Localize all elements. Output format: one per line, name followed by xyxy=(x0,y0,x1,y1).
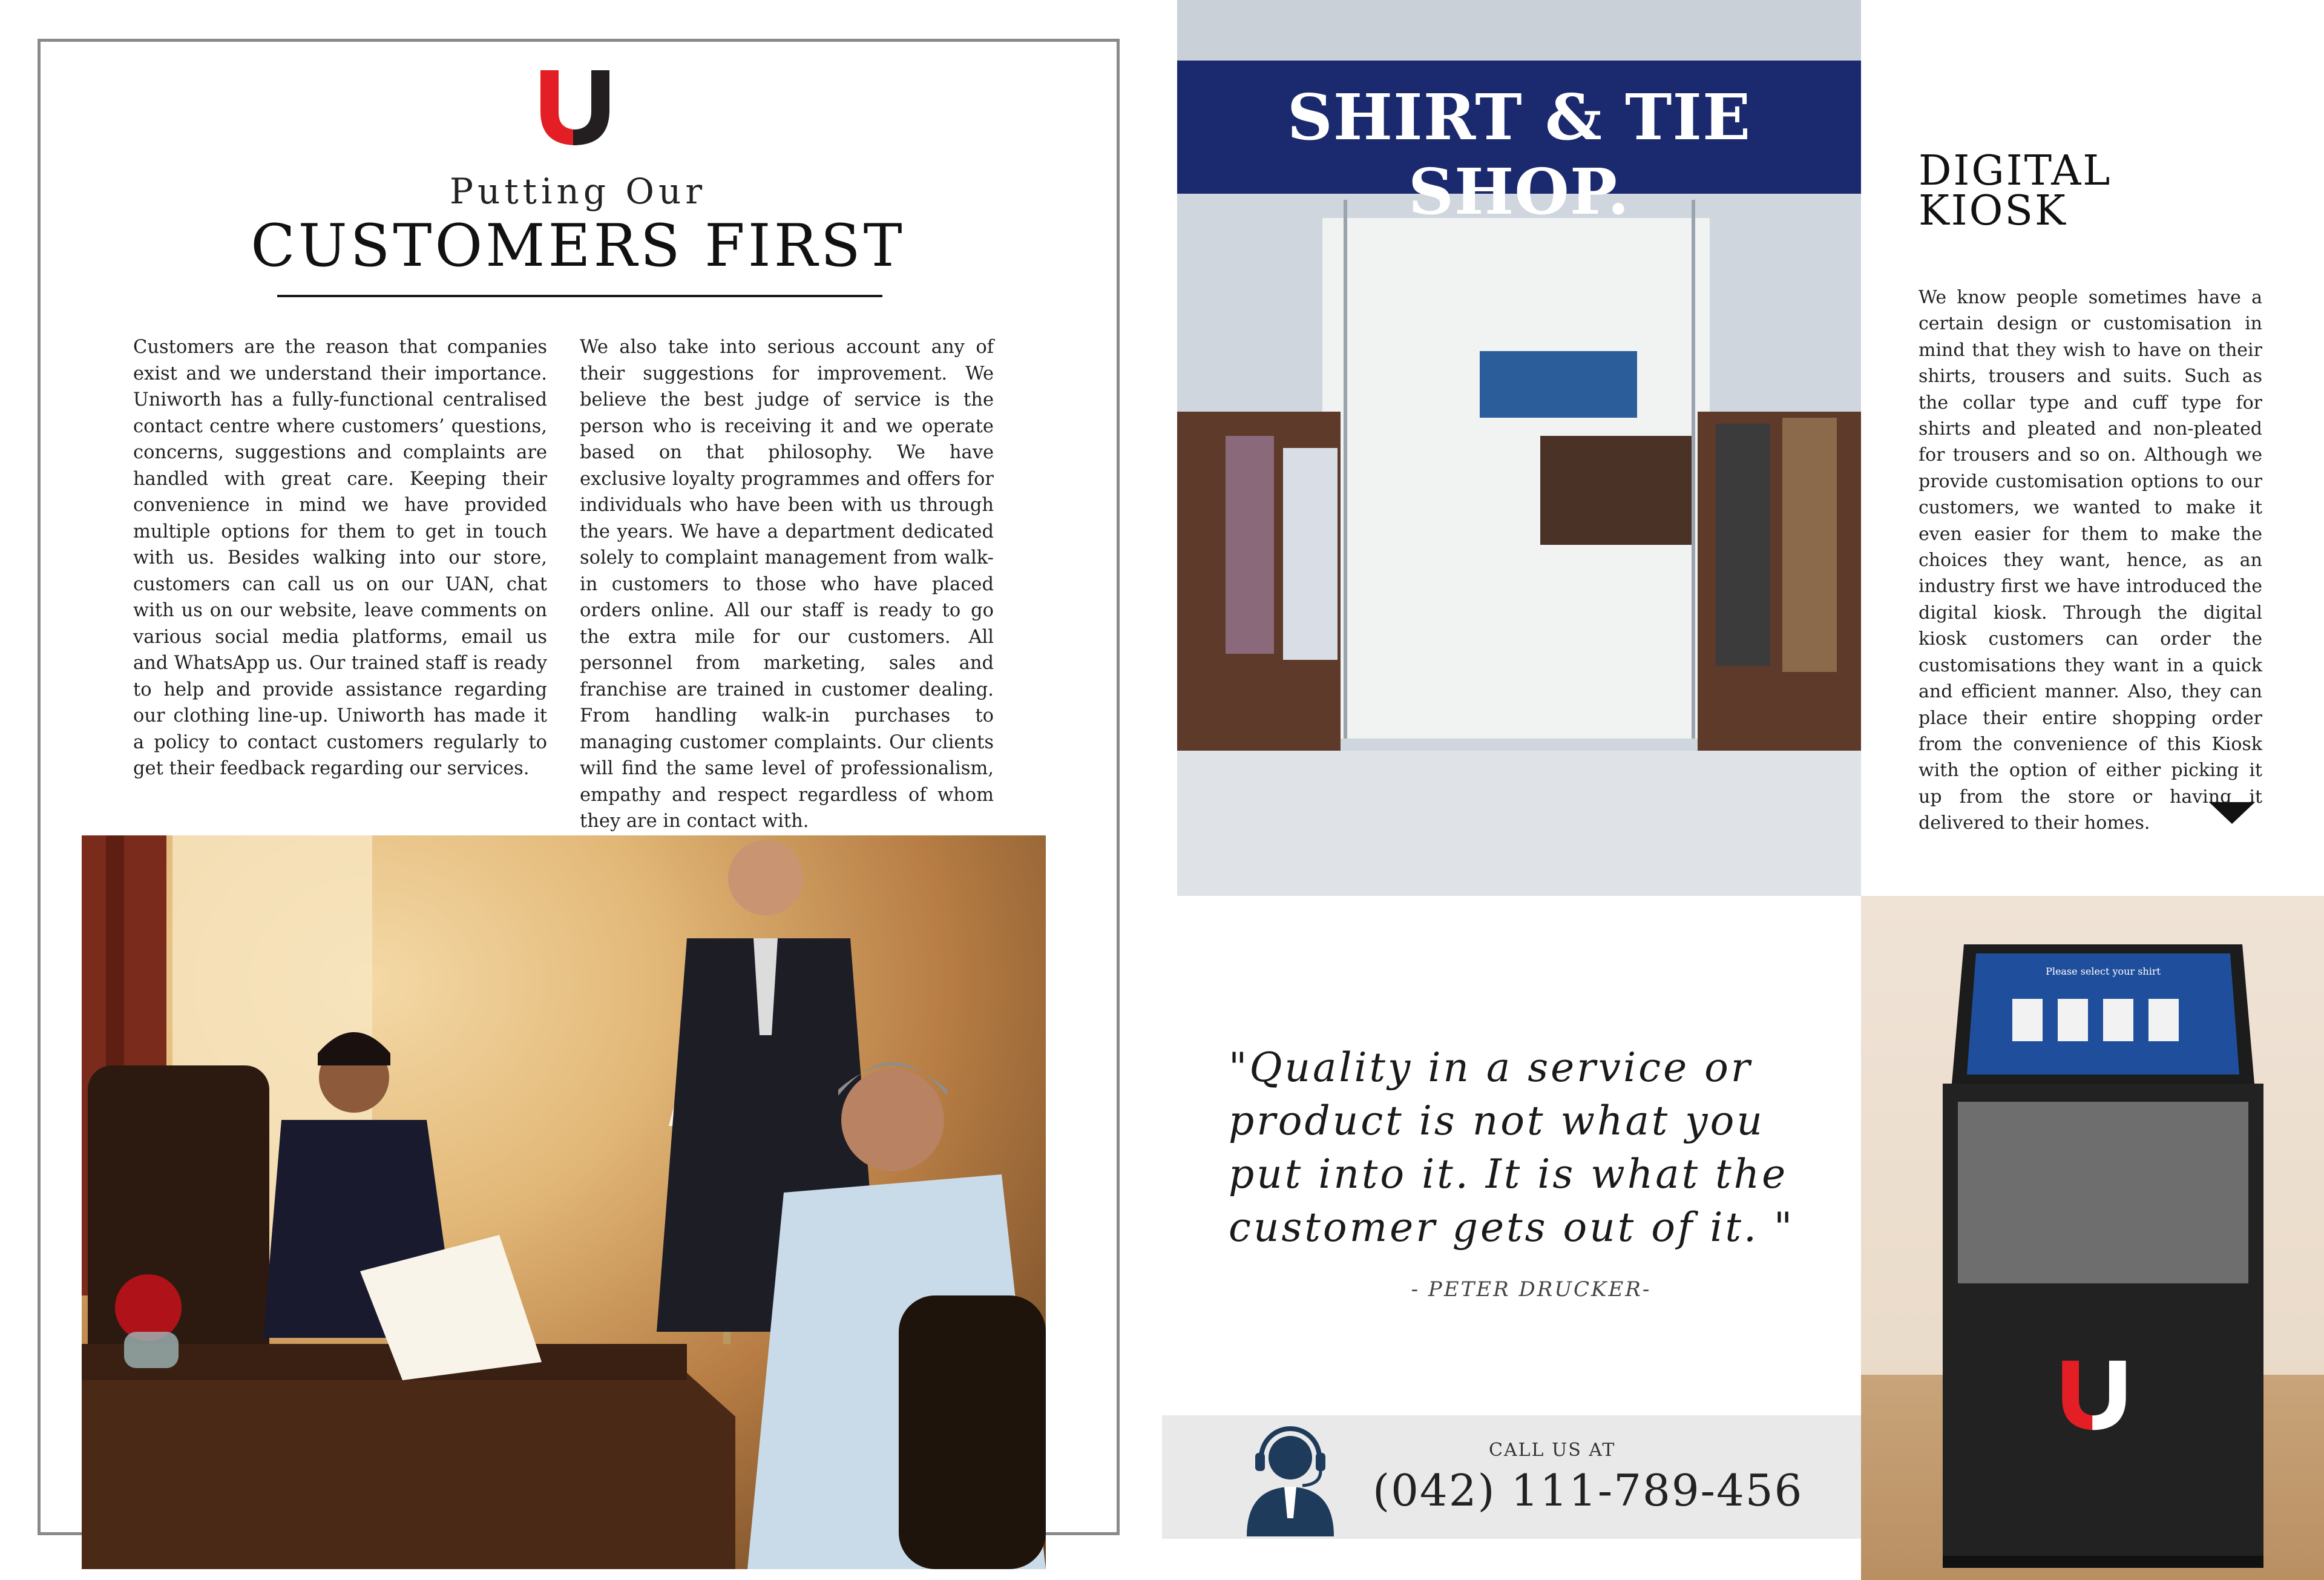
heading-subtitle: Putting Our xyxy=(449,171,707,212)
uniworth-logo-icon xyxy=(536,65,614,150)
kiosk-body-text: We know people sometimes have a certain design or customisation in mind that they wish to have on their shirts, trousers and suits. Such as the collar type and cuff type for shirts and pleated and non-pleated for trousers and so on. Although we provide customisation options to our customers, we wanted to make it even easier for them to make the choices they want, hence, as an industry first we have introduced the digital kiosk. Through the digital kiosk customers can order the customisations they want in a quick and efficient manner. Also, they can place their entire shopping order from the convenience of this Kiosk with the option of either picking it up from the store or having it delivered to their homes. xyxy=(1919,287,2262,834)
customer-service-photo xyxy=(82,835,1046,1569)
customer-service-headset-icon xyxy=(1235,1421,1347,1536)
body-column-right: We also take into serious account any of their suggestions for improvement. We believe the best judge of service is the person who is receiving it and we operate based on that philosophy. We have exclusive loyalty programmes and offers for individuals who have been with us through the years. We have a department dedicated solely to complaint management from walk-in customers to those who have placed orders online. All our staff is ready to go the extra mile for our customers. All personnel from marketing, sales and franchise are trained in customer dealing. From handling walk-in purchases to managing customer complaints. Our clients will find the same level of professionalism, empathy and respect regardless of whom they are in contact with. xyxy=(580,337,994,832)
digital-kiosk-photo xyxy=(1861,896,2324,1580)
store-sign-text: SHIRT & TIE SHOP. xyxy=(1287,80,1751,229)
phone-number[interactable]: (042) 111-789-456 xyxy=(1373,1465,1804,1516)
down-arrow-icon xyxy=(2209,802,2255,824)
kiosk-heading: DIGITAL KIOSK xyxy=(1919,147,2112,235)
quote-author: - PETER DRUCKER- xyxy=(1411,1277,1652,1302)
heading-title: CUSTOMERS FIRST xyxy=(251,212,905,280)
contact-band xyxy=(1162,1415,1861,1539)
kiosk-logo-icon xyxy=(2058,1356,2130,1435)
heading-divider xyxy=(277,295,882,297)
store-front-photo xyxy=(1177,0,1861,896)
quote-text: "Quality in a service or product is not what you put into it. It is what the customer gets out of it. " xyxy=(1229,1044,1795,1251)
call-us-label: CALL US AT xyxy=(1489,1440,1616,1461)
body-column-left: Customers are the reason that companies exist and we understand their importance. Uniworth has a fully-functional centralised contact centre where customers’ questions, concerns, suggestions and complaints are handled with great care. Keeping their convenience in mind we have provided multiple options for them to get in touch with us. Besides walking into our store, customers can call us on our UAN, chat with us on our website, leave comments on various social media platforms, email us and WhatsApp us. Our trained staff is ready to help and provide assistance regarding our clothing line-up. Uniworth has made it a policy to contact customers regularly to get their feedback regarding our services. xyxy=(133,337,547,779)
kiosk-screen-title: Please select your shirt xyxy=(2046,966,2161,977)
